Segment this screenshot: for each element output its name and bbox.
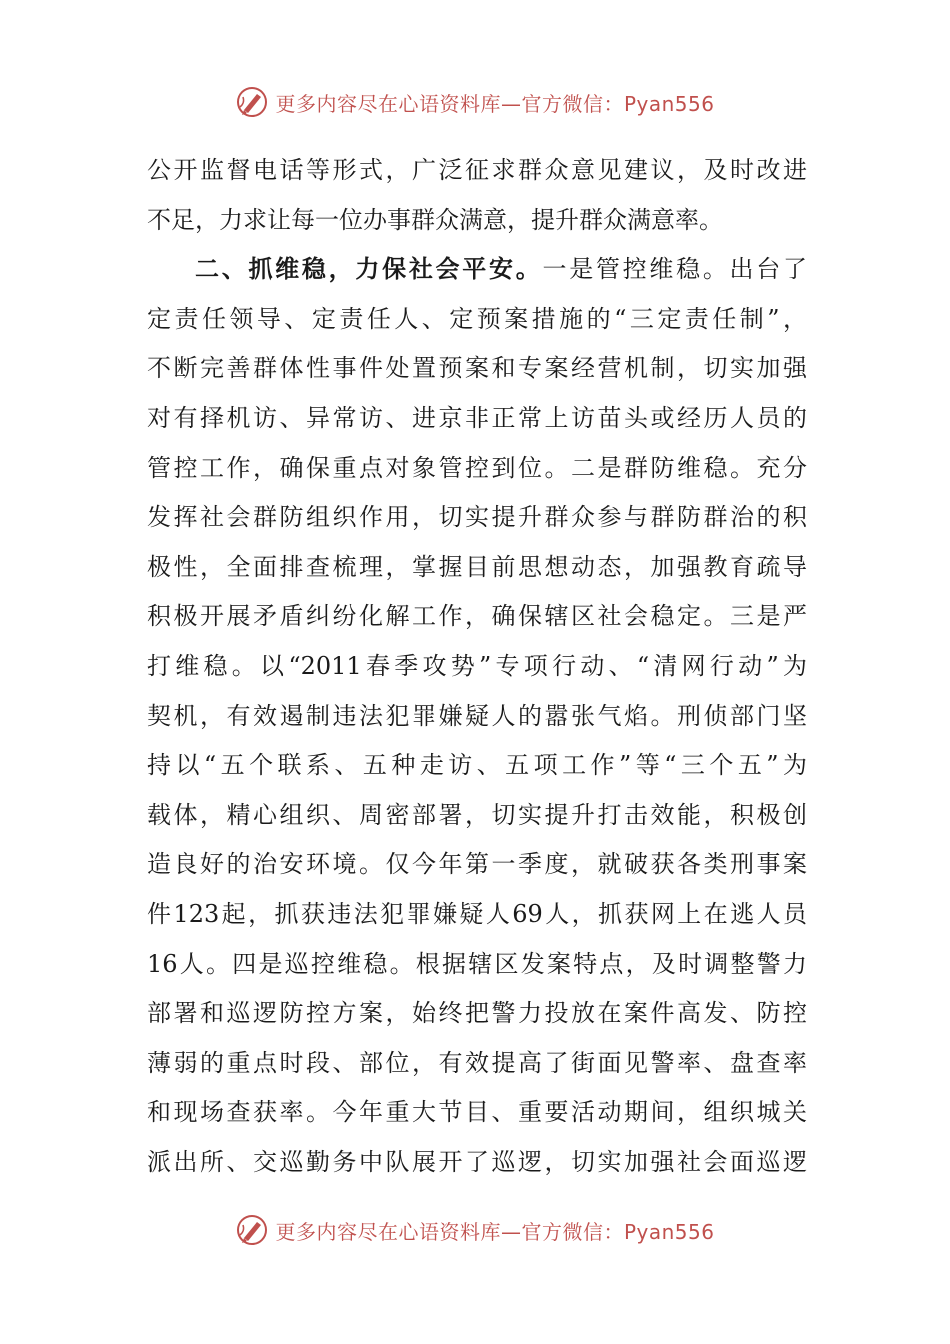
text-line: 部署和巡逻防控方案，始终把警力投放在案件高发、防控 [147,999,807,1028]
text-line: 对有择机访、异常访、进京非正常上访苗头或经历人员的 [147,403,807,432]
section-heading: 二、抓维稳，力保社会平安。 [195,255,543,284]
text-line: 派出所、交巡勤务中队展开了巡逻，切实加强社会面巡逻 [147,1147,807,1176]
text-line: 管控工作，确保重点对象管控到位。二是群防维稳。充分 [147,453,807,482]
pen-logo-icon [235,85,269,119]
text-line: 薄弱的重点时段、部位，有效提高了街面见警率、盘查率 [147,1048,807,1077]
document-body [147,146,807,1187]
text-line: 载体，精心组织、周密部署，切实提升打击效能，积极创 [147,800,807,829]
pen-logo-icon [235,1213,269,1247]
text-line: 造良好的治安环境。仅今年第一季度，就破获各类刑事案 [147,850,807,879]
text-line: 发挥社会群防组织作用，切实提升群众参与群防群治的积 [147,503,807,532]
header-watermark-banner [0,82,950,122]
section-heading-line [147,245,807,295]
text-line: 极性，全面排查梳理，掌握目前思想动态，加强教育疏导 [147,552,807,581]
text-line: 和现场查获率。今年重大节目、重要活动期间，组织城关 [147,1098,807,1127]
text-line: 积极开展矛盾纠纷化解工作，确保辖区社会稳定。三是严 [147,602,807,631]
watermark-text: 更多内容尽在心语资料库—官方微信：Pyan556 [275,91,715,116]
text-line: 定责任领导、定责任人、定预案措施的“三定责任制”， [147,304,807,333]
text-line: 件123起，抓获违法犯罪嫌疑人69人，抓获网上在逃人员 [147,899,807,928]
text-line: 持以“五个联系、五种走访、五项工作”等“三个五”为 [147,751,807,780]
footer-watermark-banner [0,1210,950,1250]
watermark-text: 更多内容尽在心语资料库—官方微信：Pyan556 [275,1219,715,1244]
text-line: 16人。四是巡控维稳。根据辖区发案特点，及时调整警力 [147,949,807,978]
text-line: 不断完善群体性事件处置预案和专案经营机制，切实加强 [147,354,807,383]
text-line: 公开监督电话等形式，广泛征求群众意见建议，及时改进 [147,156,807,184]
text-line: 契机，有效遏制违法犯罪嫌疑人的嚣张气焰。刑侦部门坚 [147,701,807,730]
text-line: 打维稳。以“2011春季攻势”专项行动、“清网行动”为 [147,651,807,680]
text-line: 不足，力求让每一位办事群众满意，提升群众满意率。 [147,205,723,234]
text-line: 一是管控维稳。出台了 [542,255,808,284]
